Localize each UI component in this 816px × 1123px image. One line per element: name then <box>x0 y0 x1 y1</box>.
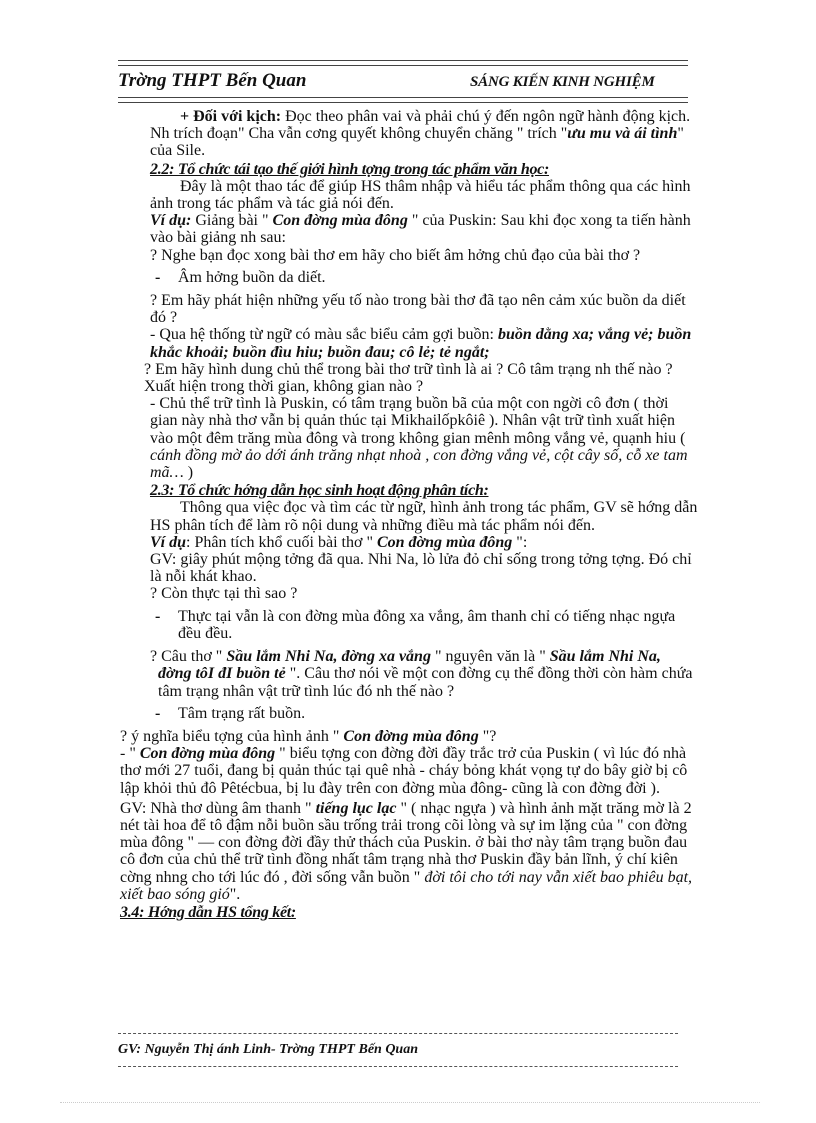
poem-title: Con đờng mùa đông <box>376 533 513 551</box>
text: ? Câu thơ " <box>150 648 227 666</box>
question: ? Em hãy hình dung chủ thể trong bài thơ trữ tình là ai ? Cô tâm trạng nh thế nào ? Xuất hiện trong thời gian, không gian nào ? <box>144 360 673 396</box>
answer-bullet: - Thực tại vẫn là con đờng mùa đông xa vắng, âm thanh chỉ có tiếng nhạc ngựa đều đều. <box>150 608 698 642</box>
page-edge-dots <box>60 1102 760 1103</box>
paragraph: Đây là một thao tác để giúp HS thâm nhập và hiểu tác phẩm thông qua các hình ảnh trong tác phẩm và tác giả nói đến. <box>150 177 691 213</box>
text: GV: Nhà thơ dùng âm thanh " <box>120 799 316 817</box>
quote: Sầu lắm Nhi Na, đờng xa vắng <box>226 648 431 666</box>
text: - Qua hệ thống từ ngữ có màu sắc biểu cảm gợi buồn: <box>150 326 498 344</box>
text: " biểu tợng con đờng đời đầy trắc trở của Puskin ( vì lúc đó nhà thơ mới 27 tuổi, đang bị quản thúc tại quê nhà - cháy bỏng khát vọng tự do bây giờ bị cô lập khỏi thủ đô Pêtécbua, bị lu đày trên con đờng mùa đông- cũng là con đờng đời ). <box>120 745 688 797</box>
text: ". <box>229 885 241 903</box>
poem-title: Con đờng mùa đông <box>272 212 408 230</box>
footer-top-rule <box>118 1033 678 1034</box>
text: ": <box>512 533 528 551</box>
example-label: Ví dụ <box>150 533 187 551</box>
text: " của Puskin: Sau khi đọc xong ta tiến hành vào bài giảng nh sau: <box>150 212 691 247</box>
section-heading-3-4: 3.4: Hớng dẫn HS tổng kết: <box>120 903 296 921</box>
text: " của Sile. <box>150 125 684 160</box>
italic-quote: cánh đồng mờ ảo dới ánh trăng nhạt nhoà , con đờng vắng vẻ, cột cây số, cỗ xe tam mã… <box>150 446 688 482</box>
text: - " <box>120 745 140 763</box>
teacher-note: GV: giây phút mộng tởng đã qua. Nhi Na, lò lửa đỏ chỉ sống trong tởng tợng. Đó chỉ là nỗi khát khao. <box>150 551 692 586</box>
text: : Phân tích khổ cuối bài thơ " <box>186 533 377 551</box>
answer-bullet: - Tâm trạng rất buồn. <box>150 705 698 722</box>
emphasis: buồn dằng xa; vắng vẻ; buồn khắc khoải; buồn đìu hiu; buồn đau; cô lẻ; tẻ ngắt; <box>150 326 692 361</box>
quote: Con đờng mùa đông <box>139 745 276 763</box>
footer-bottom-rule <box>118 1066 678 1067</box>
question: ? Nghe bạn đọc xong bài thơ em hãy cho biết âm hởng chủ đạo của bài thơ ? <box>150 246 641 264</box>
header-top-rule <box>118 60 688 66</box>
section-heading-2-2: 2.2: Tổ chức tái tạo thế giới hình tợng trong tác phẩm văn học: <box>150 160 550 178</box>
paragraph-drama <box>150 108 698 160</box>
example-2 <box>150 534 698 551</box>
header-school: Trờng THPT Bến Quan <box>118 70 307 91</box>
text: " nguyên văn là " <box>430 648 550 666</box>
quote: Sầu lắm Nhi Na, đờng tôI đI buồn tẻ <box>158 648 661 683</box>
text: - Chủ thể trữ tình là Puskin, có tâm trạng buồn bã của một con ngời cô đơn ( thời gian này nhà thơ vẫn bị quản thúc tại Mikhailốpkôiê ). Nhân vật trữ tình xuất hiện vào một đêm trăng mùa đông và trong không gian mênh mông vắng vẻ, quạnh hiu ( <box>150 395 686 447</box>
question: ? Em hãy phát hiện những yếu tố nào trong bài thơ đã tạo nên cảm xúc buồn da diết đó ? <box>150 292 686 327</box>
example-1 <box>150 212 698 246</box>
bold-lead: + Đối với kịch: <box>180 108 282 125</box>
quote: Con đờng mùa đông <box>343 727 479 745</box>
answer <box>150 395 698 481</box>
text: Giảng bài " <box>191 212 273 230</box>
section-heading-2-3: 2.3: Tổ chức hớng dẫn học sinh hoạt động phân tích: <box>150 482 489 500</box>
paragraph: Thông qua việc đọc và tìm các từ ngữ, hình ảnh trong tác phẩm, GV sẽ hớng dẫn HS phân tích để làm rõ nội dung và những điều mà tác phẩm nói đến. <box>150 499 698 534</box>
italic-quote: đời tôi cho tới nay vẫn xiết bao phiêu bạt, xiết bao sóng gió <box>120 868 693 903</box>
text: Đọc theo phân vai và phải chú ý đến ngôn ngữ hành động kịch. Nh trích đoạn" Cha vẫn cơng quyết không chuyển chăng " trích " <box>150 108 691 143</box>
quote: tiếng lục lạc <box>315 799 397 817</box>
text: ". Câu thơ nói về một con đờng cụ thể đồng thời còn hàm chứa tâm trạng nhân vật trữ tình lúc đó nh thế nào ? <box>158 665 693 700</box>
answer-bullet: - Âm hởng buồn da diết. <box>150 269 698 286</box>
example-label: Ví dụ: <box>150 212 192 230</box>
question <box>150 648 698 700</box>
text: " ( nhạc ngựa ) và hình ảnh mặt trăng mờ là 2 nét tài hoa để tô đậm nỗi buồn sầu trống trải trong cõi lòng và sự im lặng của " con đờng mùa đông " — con đờng đời đầy thử thách của Puskin. ở bài thơ này tâm trạng buồn đau cô đơn của chủ thể trữ tình đồng nhất tâm trạng nhà thơ Puskin đầy bản lĩnh, ý chí kiên cờng nhng cho tới lúc đó , đời sống vẫn buồn " <box>120 799 692 886</box>
question <box>120 728 698 745</box>
answer <box>150 326 698 360</box>
document-body <box>120 108 698 921</box>
answer <box>120 745 698 797</box>
text: ? ý nghĩa biểu tợng của hình ảnh " <box>120 727 344 745</box>
footer-author: GV: Nguyễn Thị ánh Linh- Trờng THPT Bến Quan <box>118 1042 419 1057</box>
header-title: SÁNG KIẾN KINH NGHIỆM <box>470 74 655 90</box>
text: "? <box>478 727 497 745</box>
header-bottom-rule <box>118 97 688 103</box>
italic-title: ưu mu và ái tình <box>567 125 678 143</box>
question: ? Còn thực tại thì sao ? <box>150 585 298 603</box>
teacher-note <box>120 800 698 903</box>
text: ) <box>183 464 194 482</box>
